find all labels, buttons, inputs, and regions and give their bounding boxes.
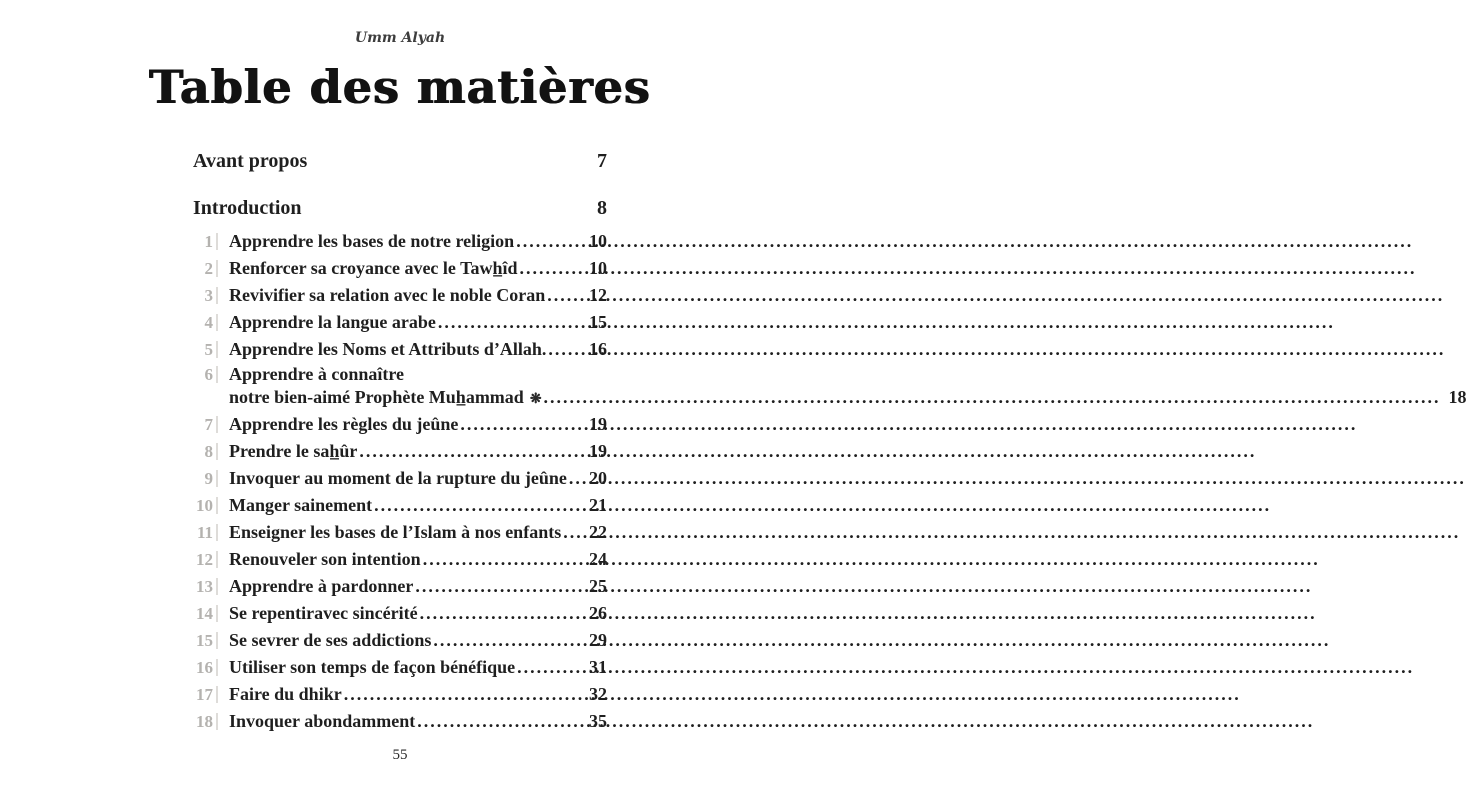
toc-item-number: 15 bbox=[193, 632, 218, 649]
toc-item-row bbox=[193, 282, 607, 309]
toc-item-title: Renforcer sa croyance avec le Tawh̲îd bbox=[229, 258, 518, 278]
toc-item-number: 7 bbox=[193, 416, 218, 433]
toc-item-title: Invoquer abondamment bbox=[229, 711, 416, 731]
toc-item-title: Manger sainement bbox=[229, 495, 373, 515]
toc-item-body bbox=[229, 363, 1467, 411]
dot-leader bbox=[438, 309, 581, 336]
toc-item-page: 10 bbox=[589, 258, 607, 278]
toc-item-number: 11 bbox=[193, 524, 218, 541]
toc-item-page: 35 bbox=[589, 711, 607, 731]
toc-item-number: 8 bbox=[193, 443, 218, 460]
toc-item-page: 19 bbox=[589, 414, 607, 434]
toc-item-page: 21 bbox=[589, 495, 607, 515]
toc-item-title: Prendre le sah̲ûr bbox=[229, 441, 358, 461]
toc-item-title: Se sevrer de ses addictions bbox=[229, 630, 432, 650]
toc-item-number: 9 bbox=[193, 470, 218, 487]
dot-leader bbox=[374, 492, 581, 519]
toc-item-number: 10 bbox=[193, 497, 218, 514]
toc-item-title: Renouveler son intention bbox=[229, 549, 421, 569]
toc-item-page: 12 bbox=[589, 285, 607, 305]
toc-item-page: 31 bbox=[589, 657, 607, 677]
toc-items bbox=[193, 228, 1467, 735]
running-header: Umm Alyah bbox=[354, 30, 446, 46]
dot-leader bbox=[517, 654, 581, 681]
toc-item-title: Revivifier sa relation avec le noble Coran bbox=[229, 285, 546, 305]
dot-leader bbox=[516, 228, 581, 255]
toc-item-line bbox=[229, 363, 1467, 386]
toc-item-title: Apprendre les Noms et Attributs d’Allah. bbox=[229, 339, 547, 359]
toc-item-page: 10 bbox=[589, 231, 607, 251]
toc-item-number: 16 bbox=[193, 659, 218, 676]
toc-item-page: 29 bbox=[589, 630, 607, 650]
toc-item-row bbox=[193, 681, 607, 708]
dot-leader bbox=[420, 600, 581, 627]
toc-item-row bbox=[193, 255, 607, 282]
toc-section-label: Avant propos bbox=[193, 150, 308, 172]
dot-leader bbox=[423, 546, 581, 573]
dot-leader bbox=[544, 386, 1441, 409]
toc-item-row bbox=[193, 336, 607, 363]
toc-item-number: 4 bbox=[193, 314, 218, 331]
dot-leader bbox=[344, 681, 581, 708]
toc-item-number: 5 bbox=[193, 341, 218, 358]
toc-item-page: 20 bbox=[589, 468, 607, 488]
toc-item-row bbox=[193, 465, 607, 492]
table-of-contents bbox=[193, 148, 1467, 735]
toc-item-page: 16 bbox=[589, 339, 607, 359]
toc-item-title-continued: notre bien-aimé Prophète Muh̲ammad bbox=[229, 387, 524, 407]
toc-item-number: 18 bbox=[193, 713, 218, 730]
toc-item-title: Invoquer au moment de la rupture du jeûne bbox=[229, 468, 567, 488]
dot-leader bbox=[417, 708, 581, 735]
toc-section-row bbox=[193, 148, 607, 174]
toc-item-number: 6 bbox=[193, 366, 218, 383]
toc-item-row bbox=[193, 600, 607, 627]
toc-item-row bbox=[193, 573, 607, 600]
toc-section-page: 8 bbox=[597, 197, 607, 219]
toc-item-page: 25 bbox=[589, 576, 607, 596]
toc-item-line bbox=[229, 386, 1467, 411]
toc-item-title: Apprendre les bases de notre religion bbox=[229, 231, 515, 251]
toc-item-row bbox=[193, 363, 1467, 411]
dot-leader bbox=[548, 336, 581, 363]
toc-item-row bbox=[193, 708, 607, 735]
toc-item-page: 22 bbox=[589, 522, 607, 542]
toc-item-row bbox=[193, 411, 607, 438]
dot-leader bbox=[460, 411, 581, 438]
toc-item-row bbox=[193, 309, 607, 336]
toc-item-number: 17 bbox=[193, 686, 218, 703]
toc-item-page: 26 bbox=[589, 603, 607, 623]
toc-item-number: 2 bbox=[193, 260, 218, 277]
toc-section-page: 7 bbox=[597, 150, 607, 172]
page-title: Table des matières bbox=[149, 60, 651, 114]
page-number-footer: 55 bbox=[392, 747, 408, 763]
toc-item-page: 24 bbox=[589, 549, 607, 569]
toc-item-row bbox=[193, 654, 607, 681]
toc-item-page: 18 bbox=[1448, 387, 1467, 407]
toc-section-label: Introduction bbox=[193, 197, 302, 219]
toc-item-title: Se repentiravec sincérité bbox=[229, 603, 418, 623]
toc-item-title: Apprendre à pardonner bbox=[229, 576, 414, 596]
dot-leader bbox=[519, 255, 581, 282]
toc-item-title: Apprendre les règles du jeûne bbox=[229, 414, 459, 434]
toc-item-title: Enseigner les bases de l’Islam à nos enfants bbox=[229, 522, 562, 542]
toc-item-number: 12 bbox=[193, 551, 218, 568]
dot-leader bbox=[563, 519, 581, 546]
dot-leader bbox=[433, 627, 581, 654]
toc-item-title: Faire du dhikr bbox=[229, 684, 342, 704]
toc-item-row bbox=[193, 492, 607, 519]
toc-item-row bbox=[193, 228, 607, 255]
toc-item-page: 32 bbox=[589, 684, 607, 704]
toc-item-number: 1 bbox=[193, 233, 218, 250]
toc-item-number: 13 bbox=[193, 578, 218, 595]
toc-item-number: 14 bbox=[193, 605, 218, 622]
dot-leader bbox=[415, 573, 581, 600]
dot-leader bbox=[547, 282, 581, 309]
toc-item-page: 19 bbox=[589, 441, 607, 461]
toc-item-title: Utiliser son temps de façon bénéfique bbox=[229, 657, 516, 677]
toc-item-page: 15 bbox=[589, 312, 607, 332]
toc-item-title: Apprendre à connaître bbox=[229, 364, 405, 384]
toc-item-row bbox=[193, 546, 607, 573]
toc-item-row bbox=[193, 627, 607, 654]
toc-section-row bbox=[193, 195, 607, 221]
toc-item-number: 3 bbox=[193, 287, 218, 304]
dot-leader bbox=[569, 465, 581, 492]
saw-calligraphy-icon: ❋ bbox=[529, 392, 542, 407]
toc-item-row bbox=[193, 519, 607, 546]
toc-item-title: Apprendre la langue arabe bbox=[229, 312, 436, 332]
toc-item-row bbox=[193, 438, 607, 465]
dot-leader bbox=[359, 438, 581, 465]
